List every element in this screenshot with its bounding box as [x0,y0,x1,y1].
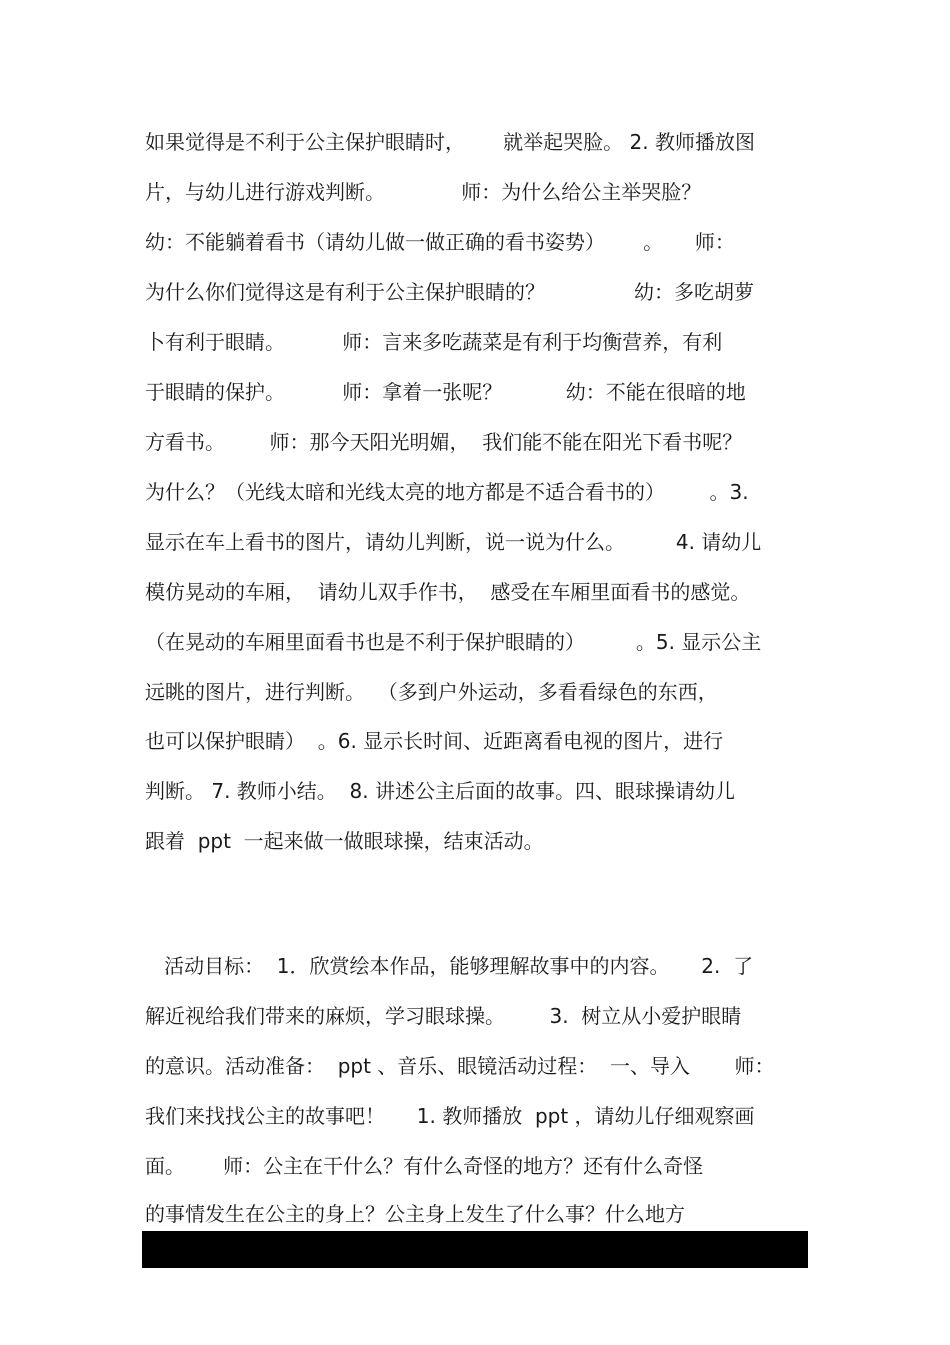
text-line: 模仿晃动的车厢， 请幼儿双手作书， 感受在车厢里面看书的感觉。 [145,580,751,604]
text-line: 为什么？（光线太暗和光线太亮的地方都是不适合看书的） 。3. [145,480,749,504]
text-line: 解近视给我们带来的麻烦，学习眼球操。 3. 树立从小爱护眼睛 [145,1004,742,1028]
text-line: 的事情发生在公主的身上？公主身上发生了什么事？什么地方 [145,1202,685,1226]
text-line: 我们来找找公主的故事吧！ 1. 教师播放 ppt ，请幼儿仔细观察画 [145,1104,755,1128]
text-line: 的意识。活动准备： ppt 、音乐、眼镜活动过程： 一、导入 师： [145,1054,775,1078]
redaction-bar [142,1231,808,1268]
text-line: 远眺的图片，进行判断。 （多到户外运动，多看看绿色的东西， [145,680,718,704]
text-line: 幼：不能躺着看书（请幼儿做一做正确的看书姿势） 。 师： [145,230,735,254]
text-line: 面。 师：公主在干什么？有什么奇怪的地方？还有什么奇怪 [145,1154,704,1178]
text-line: 显示在车上看书的图片，请幼儿判断，说一说为什么。 4. 请幼儿 [145,530,762,554]
text-line: 活动目标： 1．欣赏绘本作品，能够理解故事中的内容。 2. 了 [145,954,754,978]
text-line: 方看书。 师：那今天阳光明媚， 我们能不能在阳光下看书呢？ [145,430,743,454]
text-line: 也可以保护眼睛） 。6. 显示长时间、近距离看电视的图片，进行 [145,729,724,753]
text-line: 于眼睛的保护。 师：拿着一张呢？ 幼：不能在很暗的地 [145,380,746,404]
text-line: 判断。 7. 教师小结。 8. 讲述公主后面的故事。四、眼球操请幼儿 [145,779,735,803]
text-line: 片，与幼儿进行游戏判断。 师：为什么给公主举哭脸？ [145,180,702,204]
text-line: 如果觉得是不利于公主保护眼睛时， 就举起哭脸。 2. 教师播放图 [145,130,755,154]
text-line: 为什么你们觉得这是有利于公主保护眼睛的？ 幼：多吃胡萝 [145,280,755,304]
text-line: 跟着 ppt 一起来做一做眼球操，结束活动。 [145,829,544,853]
text-line: 卜有利于眼睛。 师：言来多吃蔬菜是有利于均衡营养，有利 [145,330,723,354]
text-line: （在晃动的车厢里面看书也是不利于保护眼睛的） 。5. 显示公主 [145,630,762,654]
